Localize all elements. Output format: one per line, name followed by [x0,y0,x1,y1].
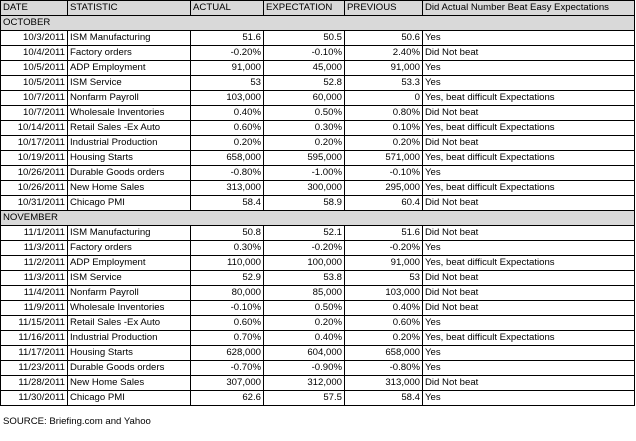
column-header: EXPECTATION [264,1,345,16]
section-row [1,211,635,226]
expectation-cell: 100,000 [264,256,345,271]
date-cell: 11/15/2011 [1,316,68,331]
expectation-cell: -0.90% [264,361,345,376]
previous-cell: 313,000 [345,376,423,391]
column-header: Did Actual Number Beat Easy Expectations [423,1,635,16]
expectation-cell: 0.40% [264,331,345,346]
beat-expectations-cell: Did Not beat [423,271,635,286]
actual-cell: -0.80% [191,166,264,181]
table-row [1,121,635,136]
expectation-cell: 595,000 [264,151,345,166]
actual-cell: 0.20% [191,136,264,151]
date-cell: 10/5/2011 [1,61,68,76]
previous-cell: 51.6 [345,226,423,241]
beat-expectations-cell: Did Not beat [423,106,635,121]
previous-cell: 53 [345,271,423,286]
beat-expectations-cell: Did Not beat [423,301,635,316]
statistic-cell: Factory orders [68,46,191,61]
date-cell: 10/26/2011 [1,181,68,196]
previous-cell: 91,000 [345,256,423,271]
table-row [1,286,635,301]
beat-expectations-cell: Yes, beat difficult Expectations [423,121,635,136]
table-row [1,166,635,181]
table-row [1,46,635,61]
statistic-cell: ADP Employment [68,61,191,76]
statistic-cell: Factory orders [68,241,191,256]
expectation-cell: 300,000 [264,181,345,196]
previous-cell: 60.4 [345,196,423,211]
previous-cell: 91,000 [345,61,423,76]
actual-cell: -0.70% [191,361,264,376]
expectation-cell: 52.1 [264,226,345,241]
table-row [1,316,635,331]
table-row [1,181,635,196]
expectation-cell: 85,000 [264,286,345,301]
table-row [1,91,635,106]
beat-expectations-cell: Yes, beat difficult Expectations [423,331,635,346]
previous-cell: -0.20% [345,241,423,256]
date-cell: 11/4/2011 [1,286,68,301]
statistic-cell: Chicago PMI [68,196,191,211]
beat-expectations-cell: Did Not beat [423,136,635,151]
statistic-cell: New Home Sales [68,181,191,196]
beat-expectations-cell: Did Not beat [423,196,635,211]
actual-cell: 658,000 [191,151,264,166]
actual-cell: 52.9 [191,271,264,286]
previous-cell: 0.10% [345,121,423,136]
date-cell: 11/9/2011 [1,301,68,316]
actual-cell: 0.70% [191,331,264,346]
column-header: ACTUAL [191,1,264,16]
expectation-cell: 57.5 [264,391,345,406]
statistic-cell: Retail Sales -Ex Auto [68,316,191,331]
statistic-cell: ISM Manufacturing [68,226,191,241]
beat-expectations-cell: Yes [423,361,635,376]
date-cell: 10/7/2011 [1,106,68,121]
section-row [1,16,635,31]
previous-cell: 50.6 [345,31,423,46]
actual-cell: 0.60% [191,121,264,136]
date-cell: 10/14/2011 [1,121,68,136]
table-row [1,301,635,316]
table-row [1,391,635,406]
statistic-cell: Housing Starts [68,346,191,361]
previous-cell: 658,000 [345,346,423,361]
actual-cell: 0.40% [191,106,264,121]
table-row [1,76,635,91]
expectation-cell: 0.20% [264,136,345,151]
beat-expectations-cell: Yes [423,346,635,361]
actual-cell: 62.6 [191,391,264,406]
date-cell: 11/17/2011 [1,346,68,361]
statistic-cell: Retail Sales -Ex Auto [68,121,191,136]
table-row [1,346,635,361]
beat-expectations-cell: Did Not beat [423,286,635,301]
previous-cell: 58.4 [345,391,423,406]
table-row [1,61,635,76]
expectation-cell: 50.5 [264,31,345,46]
statistic-cell: Durable Goods orders [68,361,191,376]
beat-expectations-cell: Yes [423,166,635,181]
beat-expectations-cell: Did Not beat [423,46,635,61]
date-cell: 11/3/2011 [1,271,68,286]
statistic-cell: Nonfarm Payroll [68,286,191,301]
date-cell: 10/31/2011 [1,196,68,211]
expectation-cell: 52.8 [264,76,345,91]
date-cell: 10/26/2011 [1,166,68,181]
date-cell: 11/2/2011 [1,256,68,271]
previous-cell: 0 [345,91,423,106]
actual-cell: 307,000 [191,376,264,391]
statistic-cell: Wholesale Inventories [68,106,191,121]
previous-cell: 0.60% [345,316,423,331]
expectation-cell: 0.30% [264,121,345,136]
actual-cell: 110,000 [191,256,264,271]
expectation-cell: -0.10% [264,46,345,61]
table-row [1,361,635,376]
table-row [1,136,635,151]
actual-cell: 91,000 [191,61,264,76]
previous-cell: -0.80% [345,361,423,376]
previous-cell: 0.20% [345,331,423,346]
table-row [1,196,635,211]
table-row [1,271,635,286]
beat-expectations-cell: Did Not beat [423,226,635,241]
table-row [1,226,635,241]
expectation-cell: 45,000 [264,61,345,76]
source-note: SOURCE: Briefing.com and Yahoo [3,416,151,427]
table-row [1,331,635,346]
expectation-cell: 604,000 [264,346,345,361]
actual-cell: 0.60% [191,316,264,331]
beat-expectations-cell: Yes [423,316,635,331]
expectation-cell: 53.8 [264,271,345,286]
statistic-cell: Durable Goods orders [68,166,191,181]
statistic-cell: Nonfarm Payroll [68,91,191,106]
table-row [1,376,635,391]
statistic-cell: ISM Manufacturing [68,31,191,46]
actual-cell: 0.30% [191,241,264,256]
expectation-cell: 0.50% [264,106,345,121]
expectation-cell: 312,000 [264,376,345,391]
table-row [1,106,635,121]
previous-cell: 0.40% [345,301,423,316]
beat-expectations-cell: Yes [423,61,635,76]
section-label: OCTOBER [1,16,635,31]
statistic-cell: Wholesale Inventories [68,301,191,316]
date-cell: 11/16/2011 [1,331,68,346]
section-label: NOVEMBER [1,211,635,226]
date-cell: 11/28/2011 [1,376,68,391]
column-header: PREVIOUS [345,1,423,16]
actual-cell: 313,000 [191,181,264,196]
date-cell: 11/23/2011 [1,361,68,376]
expectation-cell: 60,000 [264,91,345,106]
expectation-cell: 58.9 [264,196,345,211]
statistic-cell: ISM Service [68,76,191,91]
actual-cell: 58.4 [191,196,264,211]
date-cell: 11/3/2011 [1,241,68,256]
date-cell: 11/30/2011 [1,391,68,406]
table-row [1,151,635,166]
beat-expectations-cell: Yes, beat difficult Expectations [423,181,635,196]
column-header: DATE [1,1,68,16]
statistic-cell: Industrial Production [68,331,191,346]
actual-cell: 50.8 [191,226,264,241]
expectation-cell: 0.20% [264,316,345,331]
actual-cell: -0.20% [191,46,264,61]
beat-expectations-cell: Yes [423,31,635,46]
actual-cell: -0.10% [191,301,264,316]
beat-expectations-cell: Yes [423,241,635,256]
date-cell: 10/5/2011 [1,76,68,91]
previous-cell: 0.80% [345,106,423,121]
beat-expectations-cell: Did Not beat [423,376,635,391]
statistic-cell: ISM Service [68,271,191,286]
date-cell: 10/19/2011 [1,151,68,166]
date-cell: 10/17/2011 [1,136,68,151]
header-row [1,1,635,16]
previous-cell: 295,000 [345,181,423,196]
previous-cell: 2.40% [345,46,423,61]
previous-cell: 571,000 [345,151,423,166]
statistic-cell: Chicago PMI [68,391,191,406]
previous-cell: -0.10% [345,166,423,181]
table-row [1,241,635,256]
statistic-cell: Housing Starts [68,151,191,166]
statistic-cell: New Home Sales [68,376,191,391]
beat-expectations-cell: Yes, beat difficult Expectations [423,91,635,106]
actual-cell: 628,000 [191,346,264,361]
actual-cell: 53 [191,76,264,91]
beat-expectations-cell: Yes [423,391,635,406]
expectation-cell: -0.20% [264,241,345,256]
statistic-cell: Industrial Production [68,136,191,151]
beat-expectations-cell: Yes [423,76,635,91]
table-row [1,31,635,46]
statistic-cell: ADP Employment [68,256,191,271]
beat-expectations-cell: Yes, beat difficult Expectations [423,151,635,166]
beat-expectations-cell: Yes, beat difficult Expectations [423,256,635,271]
actual-cell: 80,000 [191,286,264,301]
actual-cell: 51.6 [191,31,264,46]
column-header: STATISTIC [68,1,191,16]
actual-cell: 103,000 [191,91,264,106]
expectation-cell: 0.50% [264,301,345,316]
date-cell: 10/7/2011 [1,91,68,106]
previous-cell: 0.20% [345,136,423,151]
expectation-cell: -1.00% [264,166,345,181]
table-row [1,256,635,271]
date-cell: 10/3/2011 [1,31,68,46]
previous-cell: 103,000 [345,286,423,301]
date-cell: 10/4/2011 [1,46,68,61]
previous-cell: 53.3 [345,76,423,91]
date-cell: 11/1/2011 [1,226,68,241]
